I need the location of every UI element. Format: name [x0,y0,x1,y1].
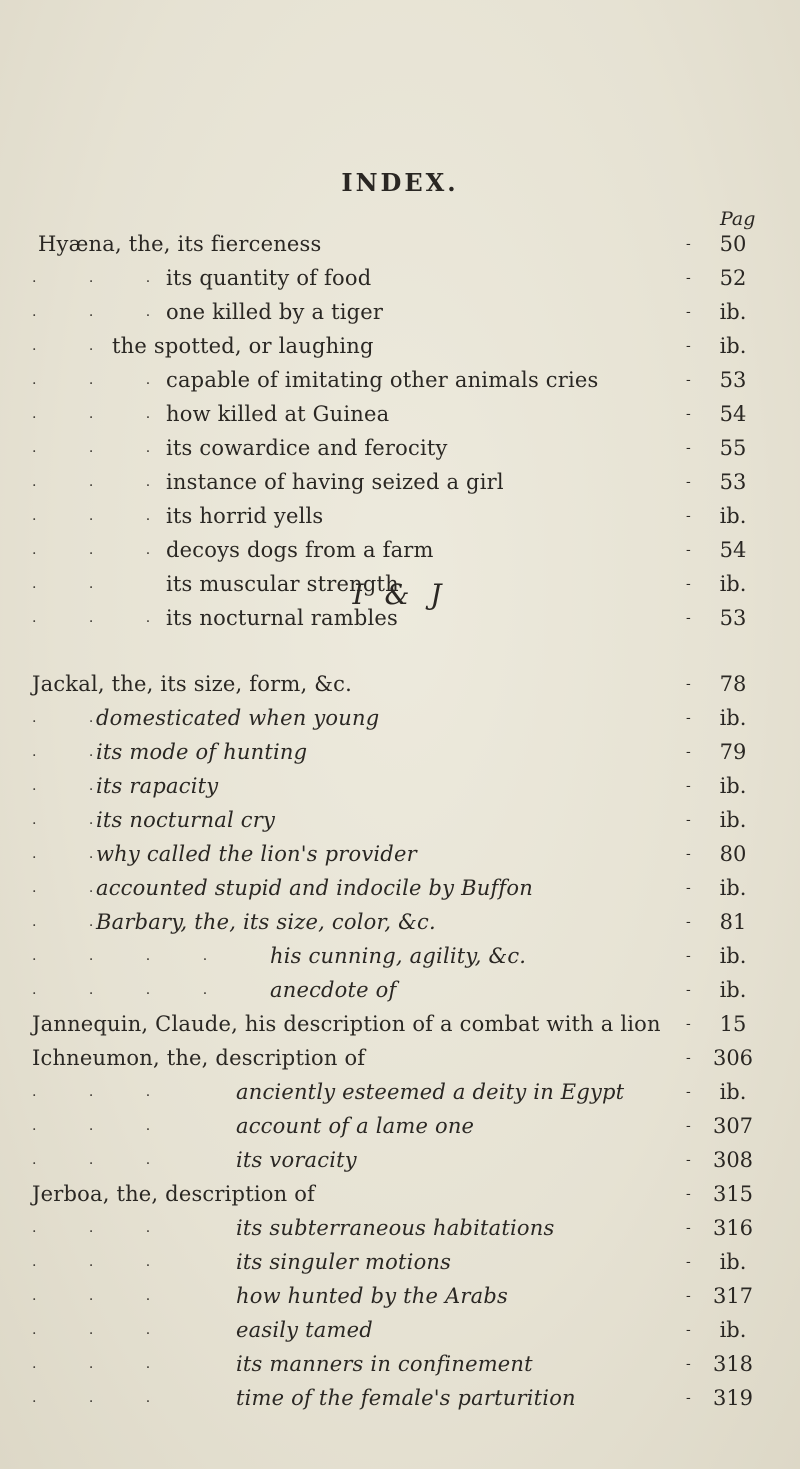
ditto-marks: . . [32,914,118,930]
leader-dash: - [686,1186,691,1202]
index-entry [0,804,800,837]
index-entry [0,1246,800,1279]
ditto-marks: . . . [32,1118,175,1134]
entry-text: one killed by a tiger [166,300,384,324]
entry-text: easily tamed [236,1318,373,1342]
ditto-marks: . . [32,778,118,794]
ditto-marks: . . . [32,508,175,524]
page-number: ib. [719,334,747,358]
index-entry [0,398,800,431]
index-entry [0,906,800,939]
page-number: 54 [719,538,747,562]
entry-text: how killed at Guinea [166,402,390,426]
page-number: 318 [712,1352,754,1376]
page-number: 317 [712,1284,754,1308]
index-entry [0,702,800,735]
page-number: 53 [719,368,747,392]
ditto-marks: . . [32,338,118,354]
leader-dash: - [686,812,691,828]
page-number: ib. [719,572,747,596]
ditto-marks: . . . [32,474,175,490]
ditto-marks: . . . [32,1152,175,1168]
entry-text: decoys dogs from a farm [166,538,434,562]
index-entry [0,534,800,567]
leader-dash: - [686,1254,691,1270]
page-number: 308 [712,1148,754,1172]
leader-dash: - [686,474,691,490]
leader-dash: - [686,676,691,692]
index-entry [0,872,800,905]
ditto-marks: . . [32,710,118,726]
entry-text: Barbary, the, its size, color, &c. [96,910,436,934]
ditto-marks: . . . [32,406,175,422]
entry-text: domesticated when young [96,706,380,730]
page-number: ib. [719,774,747,798]
page-title: INDEX. [341,168,459,197]
leader-dash: - [686,744,691,760]
index-entry [0,838,800,871]
page-number: ib. [719,1080,747,1104]
page-number: ib. [719,706,747,730]
index-entry [0,228,800,261]
leader-dash: - [686,406,691,422]
entry-text: anciently esteemed a deity in Egypt [236,1080,625,1104]
leader-dash: - [686,236,691,252]
entry-text: Ichneumon, the, description of [32,1046,366,1070]
page-number: 50 [719,232,747,256]
leader-dash: - [686,338,691,354]
ditto-marks: . . . [32,1390,175,1406]
section-letter: I & J [352,578,448,611]
entry-text: its manners in confinement [236,1352,533,1376]
entry-text: accounted stupid and indocile by Buffon [96,876,533,900]
entry-text: its mode of hunting [96,740,308,764]
ditto-marks: . . [32,812,118,828]
page-number: 307 [712,1114,754,1138]
entry-text: the spotted, or laughing [112,334,374,358]
ditto-marks: . . . [32,304,175,320]
leader-dash: - [686,1152,691,1168]
entry-text: its nocturnal cry [96,808,276,832]
leader-dash: - [686,304,691,320]
leader-dash: - [686,1084,691,1100]
page-number: 53 [719,606,747,630]
index-entry [0,940,800,973]
leader-dash: - [686,948,691,964]
index-entry [0,1008,800,1041]
index-entry [0,1382,800,1415]
leader-dash: - [686,846,691,862]
index-entry [0,1348,800,1381]
leader-dash: - [686,1288,691,1304]
page-number: ib. [719,808,747,832]
page-number: 306 [712,1046,754,1070]
ditto-marks: . . . [32,372,175,388]
entry-text: account of a lame one [236,1114,475,1138]
index-entry [0,1076,800,1109]
index-entry [0,364,800,397]
leader-dash: - [686,610,691,626]
leader-dash: - [686,1118,691,1134]
page-number: 55 [719,436,747,460]
leader-dash: - [686,778,691,794]
ditto-marks: . . . [32,542,175,558]
index-entry [0,432,800,465]
page-number: 54 [719,402,747,426]
leader-dash: - [686,576,691,592]
index-entry [0,1280,800,1313]
index-entry [0,296,800,329]
page-number: ib. [719,504,747,528]
entry-text: its subterraneous habitations [236,1216,555,1240]
ditto-marks: . . . [32,1220,175,1236]
leader-dash: - [686,542,691,558]
leader-dash: - [686,270,691,286]
index-entry [0,330,800,363]
entry-text: his cunning, agility, &c. [270,944,527,968]
page-number: 315 [712,1182,754,1206]
ditto-marks: . . [32,744,118,760]
ditto-marks: . . . [32,440,175,456]
leader-dash: - [686,1016,691,1032]
leader-dash: - [686,1322,691,1338]
ditto-marks: . . [32,880,118,896]
leader-dash: - [686,1356,691,1372]
entry-text: its quantity of food [166,266,372,290]
ditto-marks: . . . [32,1356,175,1372]
entry-text: Jackal, the, its size, form, &c. [32,672,352,696]
ditto-marks: . . . [32,1254,175,1270]
entry-text: its rapacity [96,774,219,798]
leader-dash: - [686,982,691,998]
page-number: 81 [719,910,747,934]
leader-dash: - [686,710,691,726]
page-number: ib. [719,978,747,1002]
leader-dash: - [686,440,691,456]
index-entry [0,668,800,701]
ditto-marks: . . . [32,1322,175,1338]
leader-dash: - [686,1050,691,1066]
entry-text: how hunted by the Arabs [236,1284,508,1308]
ditto-marks: . . . [32,610,175,626]
entry-text: time of the female's parturition [236,1386,576,1410]
leader-dash: - [686,914,691,930]
ditto-marks: . . . [32,1288,175,1304]
index-entry [0,262,800,295]
entry-text: Jannequin, Claude, his description of a combat with a lion [32,1012,661,1036]
ditto-marks: . . . . [32,948,232,964]
page-number: ib. [719,876,747,900]
entry-text: Jerboa, the, description of [32,1182,316,1206]
entry-text: its horrid yells [166,504,324,528]
index-entry [0,1178,800,1211]
page-number: ib. [719,1250,747,1274]
page-number: 80 [719,842,747,866]
entry-text: why called the lion's provider [96,842,417,866]
page-number: ib. [719,1318,747,1342]
entry-text: Hyæna, the, its fierceness [38,232,322,256]
page-number: 15 [719,1012,747,1036]
page-column-header: Pag [720,208,756,230]
index-entry [0,974,800,1007]
ditto-marks: . . . [32,1084,175,1100]
page-number: 316 [712,1216,754,1240]
index-entry [0,602,800,635]
entry-text: its muscular strength [166,572,399,596]
ditto-marks: . . . [32,270,175,286]
index-entry [0,500,800,533]
leader-dash: - [686,508,691,524]
index-entry [0,1042,800,1075]
leader-dash: - [686,880,691,896]
leader-dash: - [686,1390,691,1406]
entry-text: its singuler motions [236,1250,452,1274]
entry-text: its voracity [236,1148,357,1172]
index-entry [0,736,800,769]
index-entry [0,770,800,803]
ditto-marks: . . . . [32,982,232,998]
page-number: 319 [712,1386,754,1410]
index-entry [0,466,800,499]
page-number: 52 [719,266,747,290]
ditto-marks: . . [32,846,118,862]
entry-text: its nocturnal rambles [166,606,399,630]
leader-dash: - [686,372,691,388]
entry-text: instance of having seized a girl [166,470,504,494]
leader-dash: - [686,1220,691,1236]
page-number: 78 [719,672,747,696]
page-number: ib. [719,300,747,324]
ditto-marks: . . [32,576,118,592]
index-entry [0,568,800,601]
entry-text: its cowardice and ferocity [166,436,448,460]
index-entry [0,1212,800,1245]
entry-text: capable of imitating other animals cries [166,368,599,392]
index-entry [0,1314,800,1347]
index-entry [0,1110,800,1143]
page-number: 53 [719,470,747,494]
index-entry [0,1144,800,1177]
entry-text: anecdote of [270,978,397,1002]
page-number: 79 [719,740,747,764]
page-number: ib. [719,944,747,968]
